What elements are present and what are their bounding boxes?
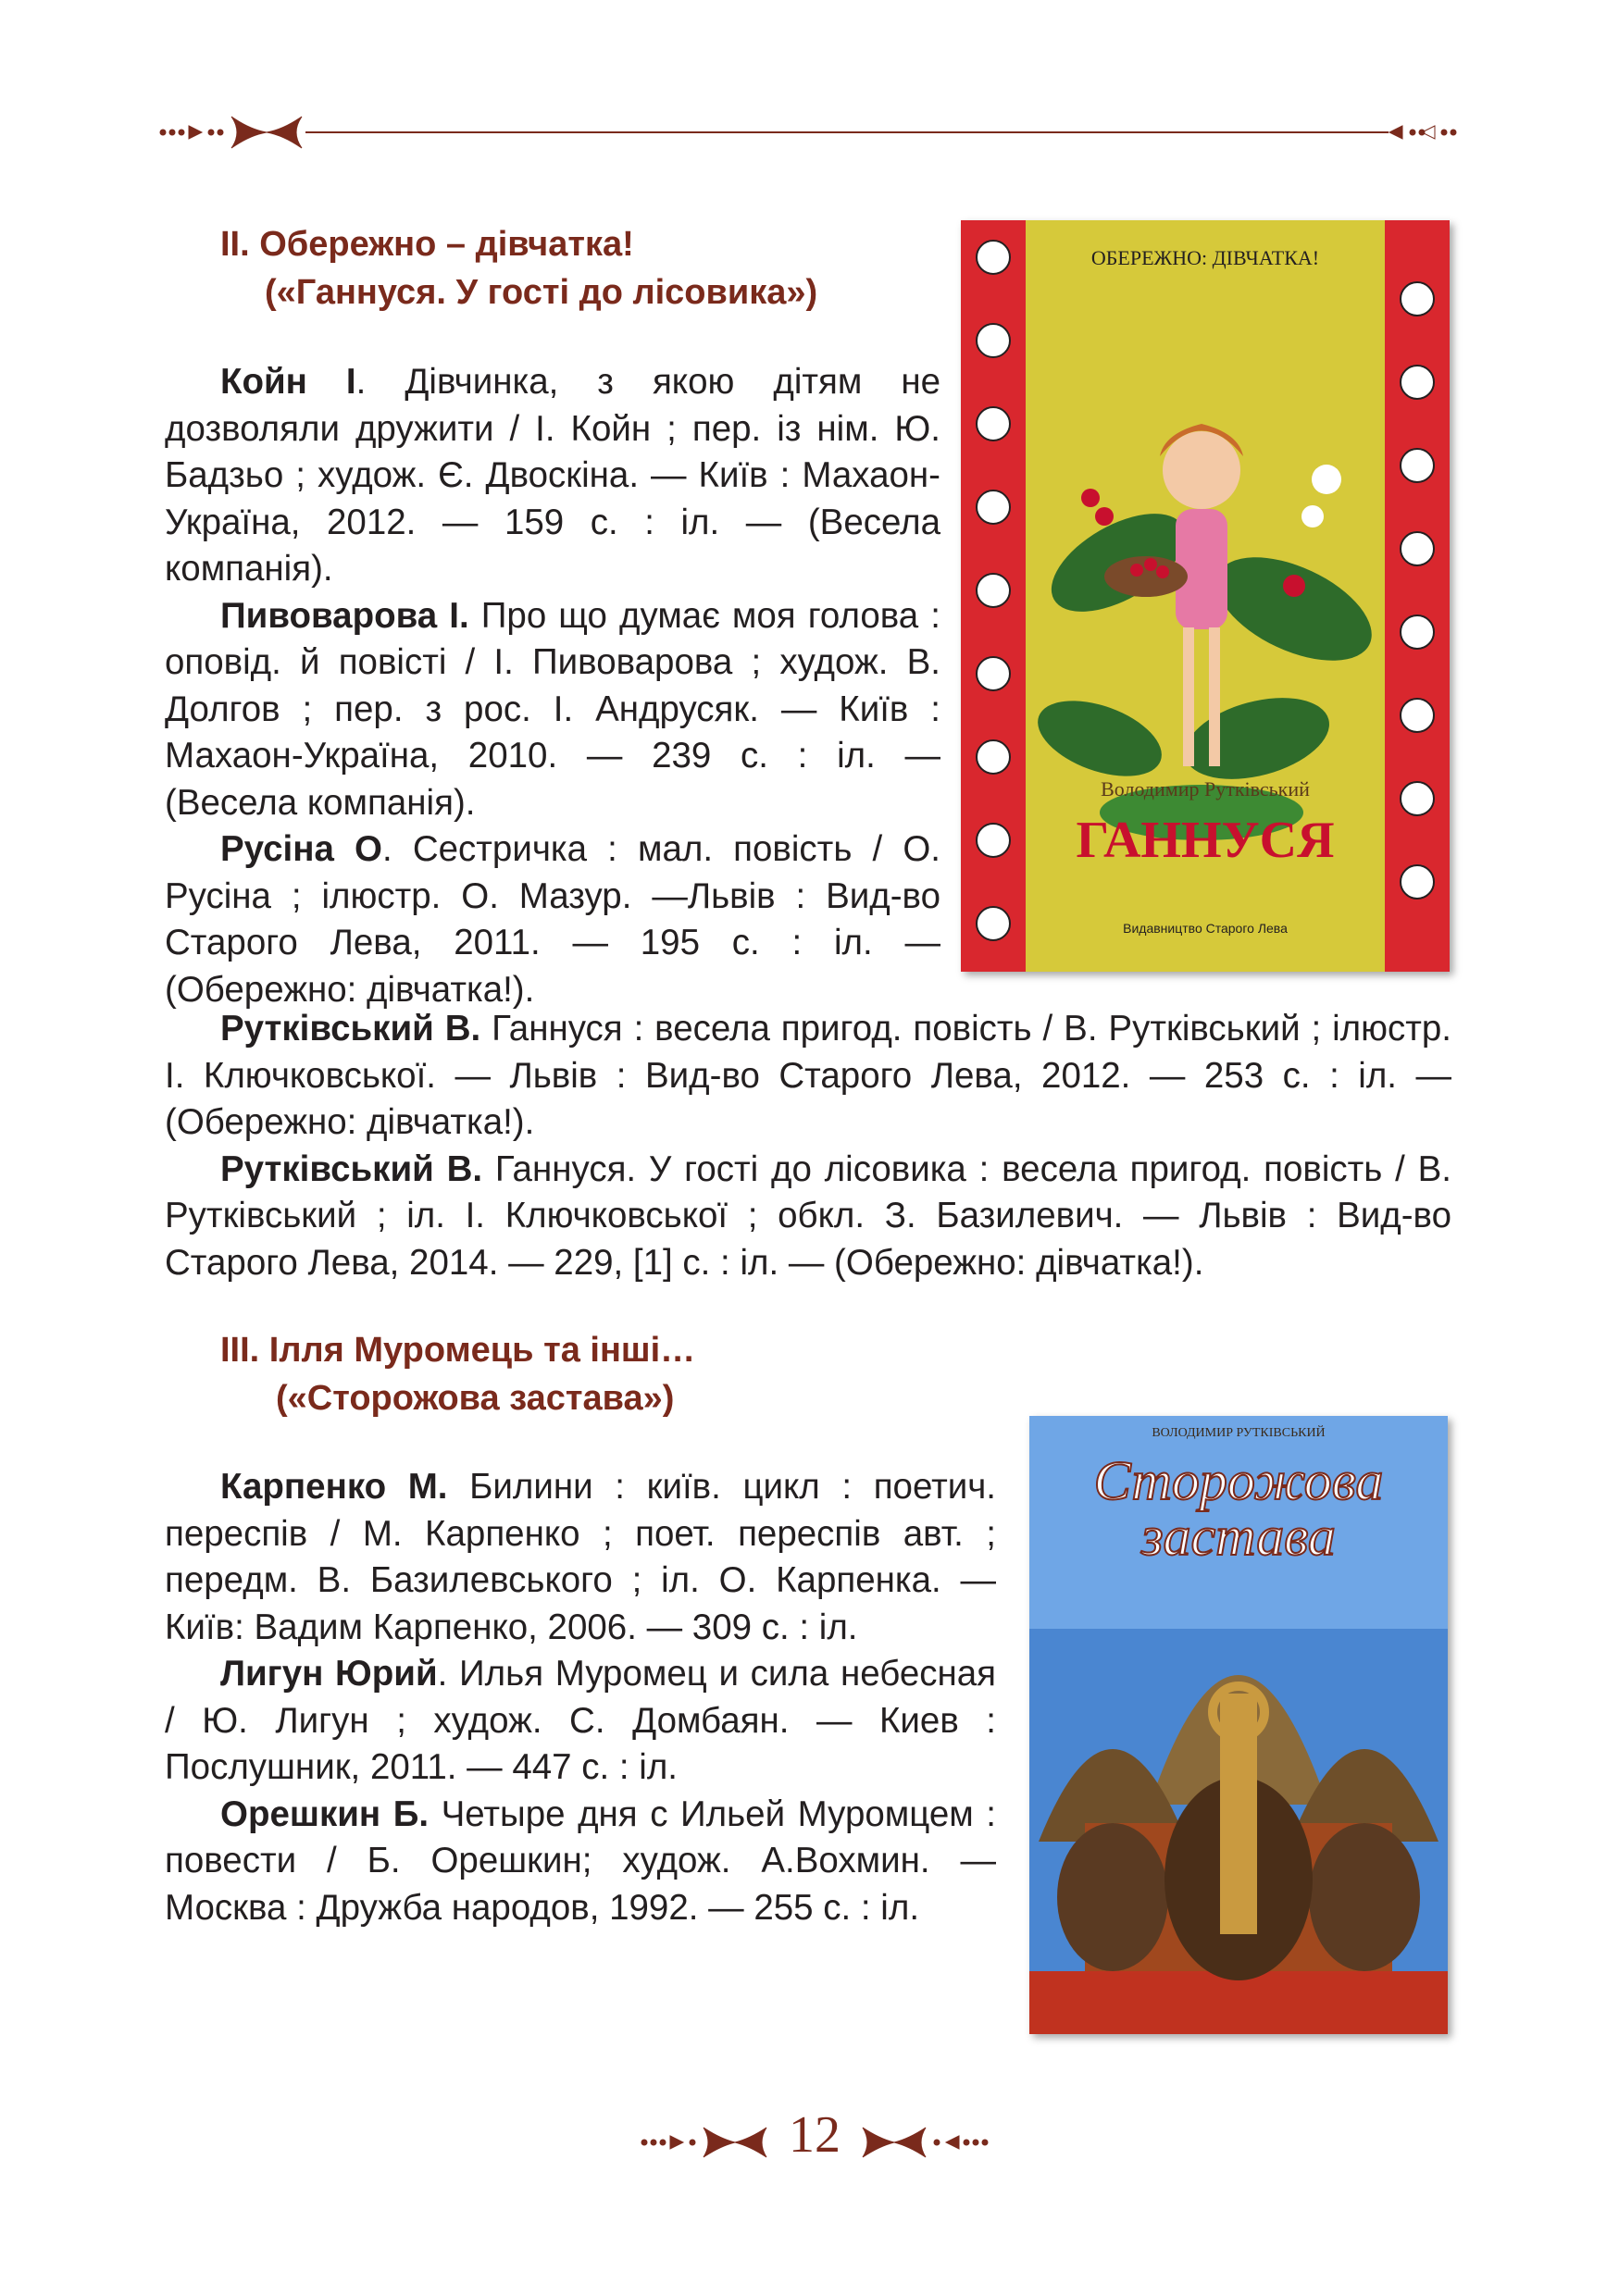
page-number: 12 [789, 2106, 841, 2164]
cover-illustration [961, 220, 1450, 972]
entry-text: Ганнуся. У гості до лісовика : весела пригод. повість / В. Рутківський ; іл. І. Ключковської ; обкл. З. Базилевич. — Львів : Вид-во Старого Лева, 2014. — 229, [1] с. : іл. — (Обережно: дівчатка!). [165, 1148, 1451, 1283]
cover-author-text: ВОЛОДИМИР РУТКІВСЬКИЙ [1152, 1426, 1326, 1440]
entry-author: Орешкин Б. [220, 1793, 430, 1834]
book-cover-storozhova-zastava [1029, 1416, 1448, 2034]
section-2-entries-top [165, 359, 940, 1013]
entry-author: Лигун Юрий [220, 1654, 438, 1694]
section-3-title [220, 1326, 695, 1422]
cover-illustration [1029, 1416, 1448, 2034]
bibliography-entry [165, 1651, 996, 1792]
bibliography-entry [165, 593, 940, 827]
entry-author: Карпенко М. [220, 1467, 448, 1507]
entry-author: Пивоварова І. [220, 595, 469, 636]
bibliography-entry [165, 1006, 1451, 1147]
entry-text: . Дівчинка, з якою дітям не дозволяли дружити / І. Койн ; пер. із нім. Ю. Бадзьо ; худож. Є. Двоскіна. — Київ : Махаон-Україна, 2012. — 159 с. : іл. — (Весела компанія). [165, 362, 940, 589]
top-ornament [157, 109, 1463, 155]
bibliography-entry [165, 826, 940, 1013]
entry-text: . Сестричка : мал. повість / О. Русіна ; ілюстр. О. Мазур. —Львів : Вид-во Старого Лева, 2011. — 195 с. : іл. — (Обережно: дівчатка!). [165, 829, 940, 1010]
cover-title-text: ГАННУСЯ [1076, 812, 1335, 869]
section-3-title-line2: («Сторожова застава») [276, 1379, 675, 1418]
entry-author: Рутківський В. [220, 1148, 483, 1189]
entry-author: Койн І [220, 362, 356, 402]
bibliography-entry [165, 1464, 996, 1651]
entry-text: Ганнуся : весела пригод. повість / В. Рутківський ; ілюстр. І. Ключковської. — Львів : Вид-во Старого Лева, 2012. — 253 с. : іл. — (Обережно: дівчатка!). [165, 1009, 1451, 1142]
section-2-title [220, 220, 817, 316]
entry-author: Русіна О [220, 829, 382, 869]
bibliography-entry [165, 359, 940, 593]
entry-text: Билини : київ. цикл : поетич. переспів / М. Карпенко ; поет. переспів авт. ; передм. В. Базилевського ; іл. О. Карпенка. — Київ: Вадим Карпенко, 2006. — 309 с. : іл. [165, 1467, 996, 1647]
cover-title-line1: Сторожова [1093, 1450, 1384, 1511]
entry-text: . Илья Муромец и сила небесная / Ю. Лигун ; худож. С. Домбаян. — Киев : Послушник, 2011. — 447 с. : іл. [165, 1654, 996, 1787]
cover-author-text: Володимир Рутківський [1101, 777, 1310, 800]
bibliography-entry [165, 1147, 1451, 1287]
cover-series-text: ОБЕРЕЖНО: ДІВЧАТКА! [1090, 246, 1320, 269]
section-2-entries-full [165, 1006, 1451, 1286]
section-2-title-line2: («Ганнуся. У гості до лісовика») [265, 273, 818, 312]
bibliography-entry [165, 1792, 996, 1932]
book-cover-gannusya [961, 220, 1450, 972]
cover-publisher-text: Видавництво Старого Лева [1123, 921, 1288, 936]
section-3-entries [165, 1464, 996, 1931]
section-2-title-line1: ІІ. Обережно – дівчатка! [220, 225, 634, 264]
section-3-title-line1: ІІІ. Ілля Муромець та інші… [220, 1331, 696, 1370]
entry-text: Четыре дня с Ильей Муромцем : повести / Б. Орешкин; худож. А.Вохмин. — Москва : Дружба народов, 1992. — 255 с. : іл. [165, 1793, 996, 1928]
cover-title-line2: застава [1141, 1506, 1336, 1567]
entry-author: Рутківський В. [220, 1009, 481, 1049]
entry-text: Про що думає моя голова : оповід. й повісті / І. Пивоварова ; худож. В. Долгов ; пер. з рос. І. Андрусяк. — Київ : Махаон-Україна, 2010. — 239 с. : іл. — (Весела компанія). [165, 595, 940, 823]
